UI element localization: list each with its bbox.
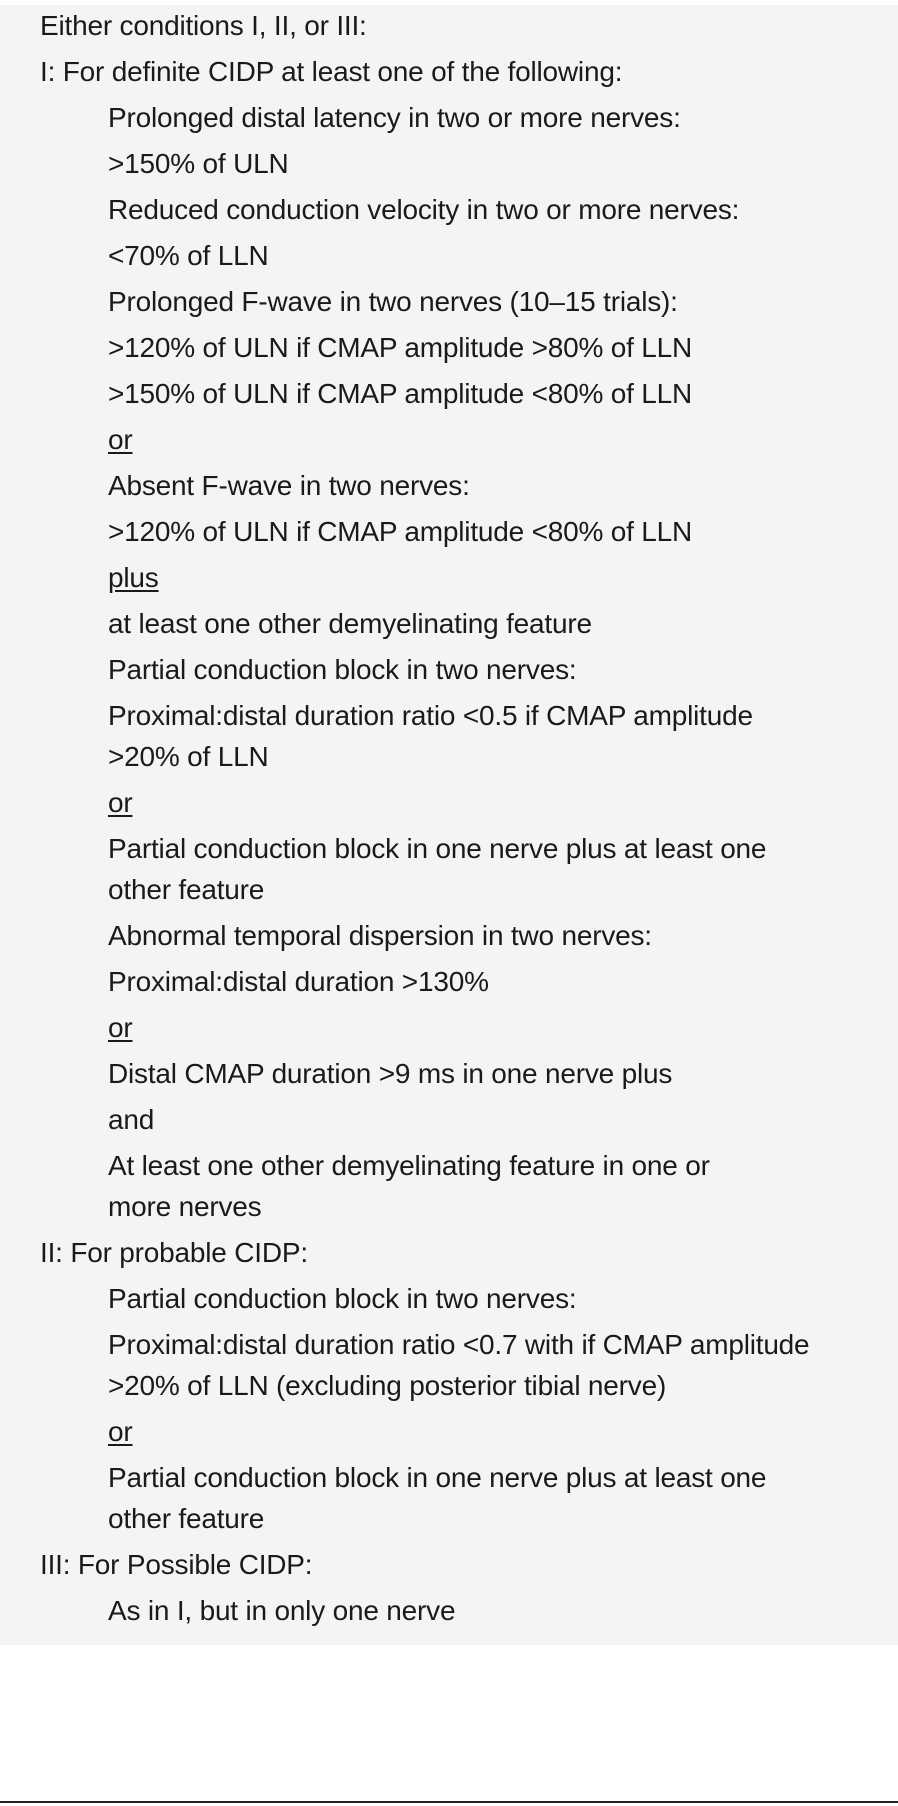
criterion-line: >150% of ULN if CMAP amplitude <80% of LLN	[108, 378, 693, 409]
criterion-line-continued: >20% of LLN	[108, 741, 269, 772]
criterion-line: >120% of ULN if CMAP amplitude >80% of LLN	[108, 332, 693, 363]
criterion-line-continued: more nerves	[108, 1191, 262, 1222]
criterion-line-continued: other feature	[108, 1503, 265, 1534]
criterion-line: Abnormal temporal dispersion in two nerves:	[108, 920, 652, 951]
criterion-line-continued: >20% of LLN (excluding posterior tibial nerve)	[108, 1370, 667, 1401]
criterion-line: Prolonged distal latency in two or more nerves:	[108, 102, 681, 133]
criterion-line: At least one other demyelinating feature in one or	[108, 1150, 710, 1181]
criterion-line: >150% of ULN	[108, 148, 289, 179]
criterion-line: Proximal:distal duration >130%	[108, 966, 489, 997]
intro-line: Either conditions I, II, or III:	[40, 10, 367, 41]
connector-and: and	[108, 1104, 155, 1135]
criterion-line-continued: other feature	[108, 874, 265, 905]
criterion-line: Partial conduction block in one nerve plus at least one	[108, 833, 767, 864]
probable-heading: II: For probable CIDP:	[40, 1237, 308, 1268]
criterion-line: <70% of LLN	[108, 240, 269, 271]
criterion-line: Partial conduction block in two nerves:	[108, 1283, 577, 1314]
bottom-rule	[0, 1801, 898, 1803]
criterion-line: As in I, but in only one nerve	[108, 1595, 456, 1626]
criterion-line: >120% of ULN if CMAP amplitude <80% of LLN	[108, 516, 693, 547]
criterion-line: Absent F-wave in two nerves:	[108, 470, 470, 501]
connector-or: or	[108, 1416, 133, 1447]
criterion-line: Reduced conduction velocity in two or more nerves:	[108, 194, 740, 225]
connector-or: or	[108, 424, 133, 455]
criterion-line: at least one other demyelinating feature	[108, 608, 592, 639]
connector-or: or	[108, 787, 133, 818]
criterion-line: Proximal:distal duration ratio <0.5 if CMAP amplitude	[108, 700, 753, 731]
criterion-line: Partial conduction block in two nerves:	[108, 654, 577, 685]
definite-heading: I: For definite CIDP at least one of the following:	[40, 56, 623, 87]
criterion-line: Prolonged F-wave in two nerves (10–15 trials):	[108, 286, 678, 317]
criterion-line: Proximal:distal duration ratio <0.7 with if CMAP amplitude	[108, 1329, 810, 1360]
criterion-line: Distal CMAP duration >9 ms in one nerve plus	[108, 1058, 673, 1089]
possible-heading: III: For Possible CIDP:	[40, 1549, 313, 1580]
connector-plus: plus	[108, 562, 159, 593]
criterion-line: Partial conduction block in one nerve plus at least one	[108, 1462, 767, 1493]
connector-or: or	[108, 1012, 133, 1043]
